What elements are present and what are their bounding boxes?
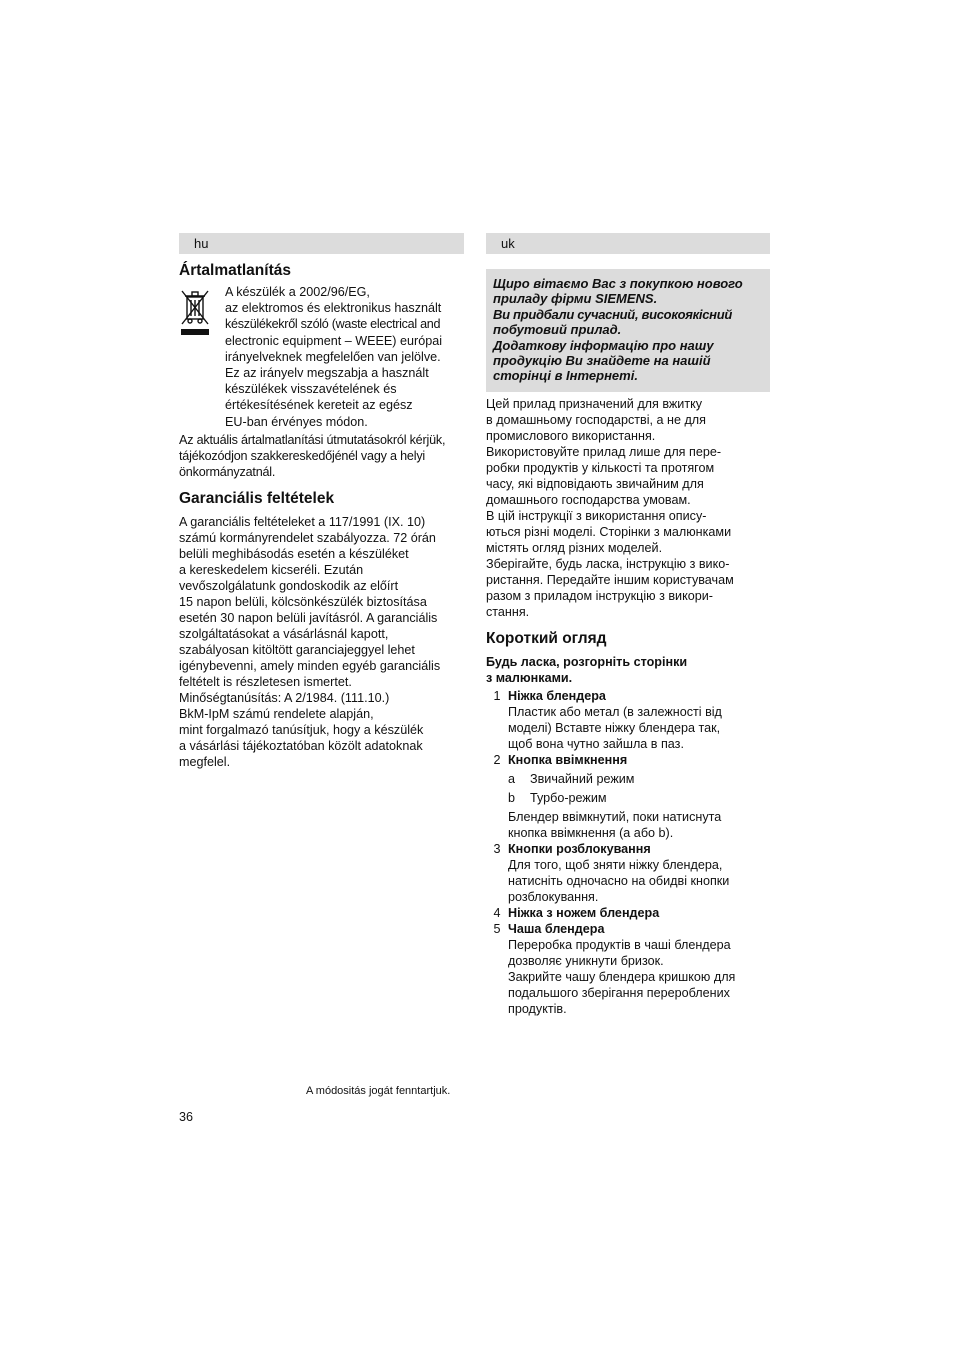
option-text: Турбо-режим xyxy=(530,790,607,805)
text-line: szabályosan kitöltött garanciajeggyel lehet xyxy=(179,642,415,657)
weee-text xyxy=(225,284,464,430)
text-line: Ви придбали сучасний, високоякісний xyxy=(493,306,732,322)
item-body xyxy=(508,841,770,905)
warranty-text xyxy=(179,514,464,770)
models-paragraph xyxy=(486,508,770,556)
text-line: ються різні моделі. Сторінки з малюнками xyxy=(486,524,732,539)
text-line: Az aktuális ártalmatlanítási útmutatásokról kérjük, xyxy=(179,432,446,447)
text-line: промислового використання. xyxy=(486,428,656,443)
text-line: Будь ласка, розгорніть сторінки xyxy=(486,654,688,669)
text-line: a kereskedelem kicseréli. Ezután xyxy=(179,562,364,577)
text-line: vevőszolgálatunk gondoskodik az előírt xyxy=(179,578,399,593)
text-line: стання. xyxy=(486,604,530,619)
text-line: Додаткову інформацію про нашу xyxy=(493,337,714,353)
text-line: BkM-IpM számú rendelete alapján, xyxy=(179,706,374,721)
text-line: часу, які відповідають звичайним для xyxy=(486,476,704,491)
text-line: розблокування. xyxy=(508,889,599,904)
warranty-heading: Garanciális feltételek xyxy=(179,489,335,507)
text-line: Переробка продуктів в чаші блендера xyxy=(508,937,731,952)
overview-subtitle xyxy=(486,654,770,686)
text-line: megfelel. xyxy=(179,754,231,769)
option-letter: b xyxy=(508,790,516,805)
text-line: кнопка ввімкнення (a або b). xyxy=(508,825,674,840)
text-line: щоб вона чутно зайшла в паз. xyxy=(508,736,684,751)
disposal-heading: Ártalmatlanítás xyxy=(179,262,291,279)
item-title: Кнопка ввімкнення xyxy=(508,752,628,767)
text-line: Для того, щоб зняти ніжку блендера, xyxy=(508,857,723,872)
keep-instructions-paragraph xyxy=(486,556,770,620)
item-title: Кнопки розблокування xyxy=(508,841,651,856)
text-line: igénybevenni, amely minden egyéb garanciális xyxy=(179,658,441,673)
item-body xyxy=(508,688,770,752)
weee-section xyxy=(179,284,464,430)
text-line: számú kormányrendelet szabályozza. 72 órán xyxy=(179,530,436,545)
text-line: приладу фірми SIEMENS. xyxy=(493,291,658,307)
language-bar-uk: uk xyxy=(486,233,770,254)
overview-heading: Короткий огляд xyxy=(486,629,607,647)
item-number: 5 xyxy=(493,921,501,936)
text-line: a vásárlási tájékoztatóban közölt adatoknak xyxy=(179,738,423,753)
item-body xyxy=(508,905,770,921)
item-title: Ніжка блендера xyxy=(508,688,606,703)
overview-item xyxy=(486,841,770,905)
text-line: electronic equipment – WEEE) európai xyxy=(225,333,443,348)
text-line: 15 napon belüli, kölcsönkészülék biztosítása xyxy=(179,594,427,609)
language-bar-hu: hu xyxy=(179,233,464,254)
text-line: feltételt is részletesen ismertet. xyxy=(179,674,352,689)
text-line: irányelveknek megfelelően van jelölve. xyxy=(225,349,441,364)
text-line: моделі) Вставте ніжку блендера так, xyxy=(508,720,721,735)
text-line: Minőségtanúsítás: A 2/1984. (111.10.) xyxy=(179,690,390,705)
item-number: 2 xyxy=(493,752,501,767)
text-line: робки продуктів у кількості та протягом xyxy=(486,460,715,475)
option-letter: a xyxy=(508,771,516,786)
text-line: Щиро вітаємо Вас з покупкою нового xyxy=(493,276,743,291)
column-hu xyxy=(179,233,464,770)
text-line: esetén 30 napon belüli javításról. A garanciális xyxy=(179,610,438,625)
item-number: 4 xyxy=(493,905,501,920)
text-line: продукцію Ви знайдете на нашій xyxy=(493,353,711,369)
crossed-bin-icon xyxy=(179,284,225,430)
footer-note: A módositás jogát fenntartjuk. xyxy=(306,1085,451,1097)
text-line: містять огляд різних моделей. xyxy=(486,540,663,555)
text-line: EU-ban érvényes módon. xyxy=(225,414,368,429)
usage-paragraph xyxy=(486,396,770,444)
text-line: Закрийте чашу блендера кришкою для xyxy=(508,969,736,984)
text-line: az elektromos és elektronikus használt xyxy=(225,301,442,316)
text-line: продуктів. xyxy=(508,1001,567,1016)
text-line: A garanciális feltételeket a 117/1991 (IX. 10) xyxy=(179,514,426,529)
intro-box xyxy=(486,269,770,392)
text-line: belüli meghibásodás esetén a készüléket xyxy=(179,546,409,561)
item-number: 1 xyxy=(493,688,501,703)
text-line: értékesítésének kereteit az egész xyxy=(225,398,413,413)
usage-paragraph xyxy=(486,444,770,508)
page-number: 36 xyxy=(179,1110,194,1124)
text-line: побутовий прилад. xyxy=(493,322,622,338)
text-line: A készülék a 2002/96/EG, xyxy=(225,285,370,299)
item-body xyxy=(508,921,770,1017)
item-title: Ніжка з ножем блендера xyxy=(508,905,660,920)
overview-item xyxy=(486,752,770,841)
text-line: Цей прилад призначений для вжитку xyxy=(486,396,703,411)
text-line: ристання. Передайте іншим користувачам xyxy=(486,572,734,587)
text-line: Ez az irányelv megszabja a használt xyxy=(225,366,429,381)
text-line: з малюнками. xyxy=(486,670,573,685)
disposal-note xyxy=(179,432,464,480)
text-line: készülékek visszavételének és xyxy=(225,382,397,397)
text-line: дозволяє уникнути бризок. xyxy=(508,953,664,968)
text-line: разом з приладом інструкцію з викори- xyxy=(486,588,713,603)
text-line: önkormányzatnál. xyxy=(179,464,276,479)
column-uk xyxy=(486,233,770,1017)
text-line: készülékekről szóló (waste electrical and xyxy=(225,317,441,332)
text-line: натисніть одночасно на обидві кнопки xyxy=(508,873,730,888)
mode-option xyxy=(508,790,770,806)
text-line: szolgáltatásokat a vásárlásnál kapott, xyxy=(179,626,389,641)
text-line: сторінці в Інтернеті. xyxy=(493,368,638,384)
text-line: Блендер ввімкнутий, поки натиснута xyxy=(508,809,722,824)
text-line: Зберігайте, будь ласка, інструкцію з вико- xyxy=(486,556,730,571)
option-text: Звичайний режим xyxy=(530,771,635,786)
text-line: В цій інструкції з використання опису- xyxy=(486,508,707,523)
text-line: Використовуйте прилад лише для пере- xyxy=(486,444,722,459)
overview-item xyxy=(486,905,770,921)
text-line: в домашньому господарстві, а не для xyxy=(486,412,706,427)
mode-option xyxy=(508,771,770,787)
text-line: tájékozódjon szakkereskedőjénél vagy a helyi xyxy=(179,448,426,463)
item-body xyxy=(508,752,770,841)
text-line: подальшого зберігання перероблених xyxy=(508,985,730,1000)
text-line: домашнього господарства умовам. xyxy=(486,492,691,507)
item-title: Чаша блендера xyxy=(508,921,605,936)
item-number: 3 xyxy=(493,841,501,856)
text-line: mint forgalmazó tanúsítjuk, hogy a készülék xyxy=(179,722,424,737)
overview-item xyxy=(486,921,770,1017)
text-line: Пластик або метал (в залежності від xyxy=(508,704,722,719)
overview-item xyxy=(486,688,770,752)
